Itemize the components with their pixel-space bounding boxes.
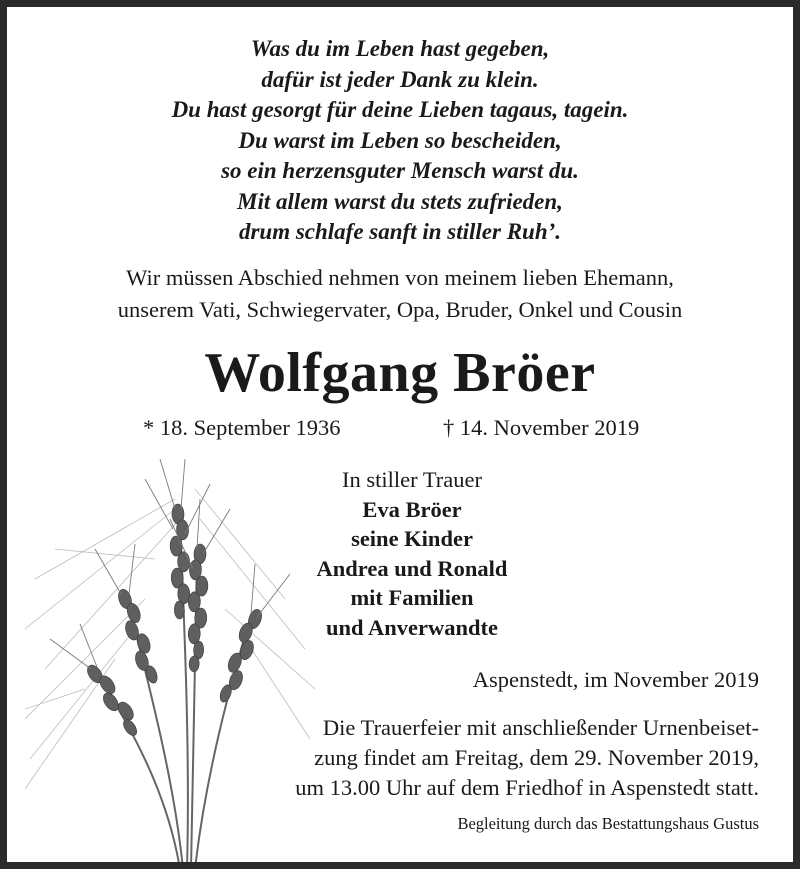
mourner-name: und Anverwandte <box>326 614 498 640</box>
poem-line: Was du im Leben hast gegeben, <box>250 36 550 61</box>
mourners-heading: In stiller Trauer <box>342 467 482 492</box>
poem-line: Du warst im Leben so bescheiden, <box>238 127 562 153</box>
mourners <box>257 465 567 642</box>
poem-line: so ein herzensguter Mensch warst du. <box>221 158 579 183</box>
poem-line: Du hast gesorgt für deine Lieben tagaus, tagein. <box>171 97 629 122</box>
mourner-name: Andrea und Ronald <box>316 555 508 581</box>
farewell-intro <box>7 262 793 326</box>
ceremony-line: Die Trauerfeier mit anschließender Urnenbeiset- <box>322 715 759 740</box>
poem-line: Mit allem warst du stets zufrieden, <box>237 188 563 214</box>
poem-line: drum schlafe sanft in stiller Ruh’. <box>238 219 562 244</box>
birth-date: * 18. September 1936 <box>143 415 341 440</box>
ceremony-line: zung findet am Freitag, dem 29. November 2019, <box>314 745 759 770</box>
intro-line: Wir müssen Abschied nehmen von meinem lieben Ehemann, <box>126 265 674 290</box>
poem-line: dafür ist jeder Dank zu klein. <box>261 66 539 92</box>
undertaker-note: Begleitung durch das Bestattungshaus Gustus <box>457 814 759 833</box>
place-date: Aspenstedt, im November 2019 <box>472 667 759 692</box>
mourner-name: Eva Bröer <box>362 496 462 522</box>
intro-line: unserem Vati, Schwiegervater, Opa, Bruder, Onkel und Cousin <box>117 297 683 322</box>
deceased-name: Wolfgang Bröer <box>204 342 596 404</box>
death-date: † 14. November 2019 <box>443 415 640 440</box>
mourner-name: seine Kinder <box>351 526 473 551</box>
ceremony-line: um 13.00 Uhr auf dem Friedhof in Aspenstedt statt. <box>295 775 759 800</box>
ceremony-info <box>295 713 759 803</box>
mourner-name: mit Familien <box>350 585 474 610</box>
poem <box>7 34 793 248</box>
